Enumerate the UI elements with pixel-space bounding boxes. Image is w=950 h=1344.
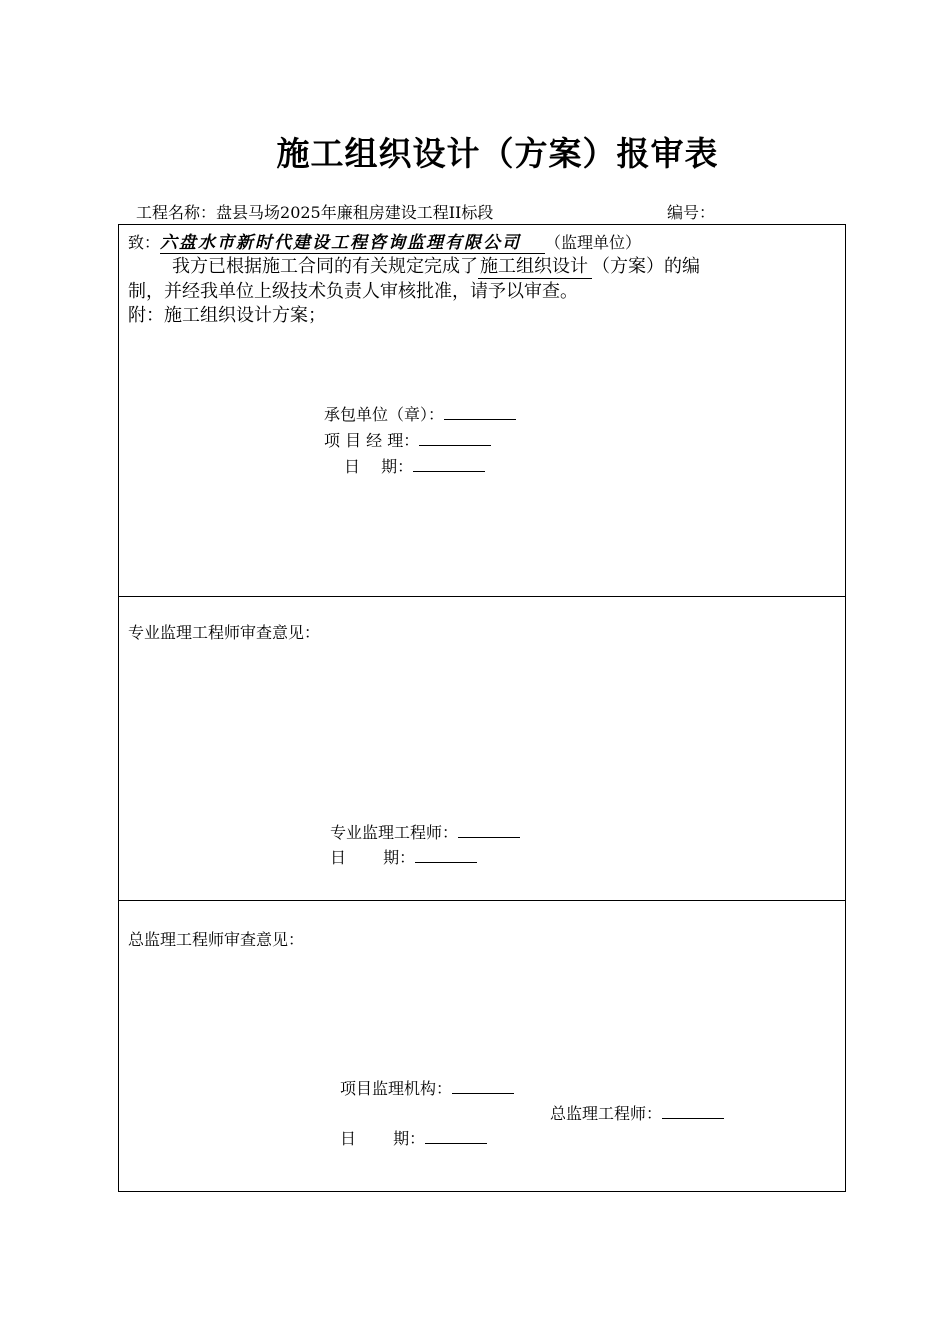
engineer-sign-line <box>330 820 520 843</box>
signature-blank <box>452 1079 514 1094</box>
pm-label: 项 目 经 理： <box>324 431 420 450</box>
supervisor-company: 六盘水市新时代建设工程咨询监理有限公司 <box>160 233 522 253</box>
form-table <box>118 224 846 1192</box>
plan-name-underlined: 施工组织设计 <box>478 252 592 279</box>
signature-blank <box>413 457 485 472</box>
project-name-field <box>136 200 493 223</box>
date-label: 日 期： <box>330 848 416 867</box>
project-name: 盘县马场2025年廉租房建设工程II标段 <box>216 203 494 222</box>
to-label: 致： <box>128 233 161 252</box>
org-label: 项目监理机构： <box>340 1079 453 1098</box>
addressee-underline <box>160 228 545 254</box>
row-divider <box>118 900 846 901</box>
signature-blank <box>415 848 477 863</box>
contractor-label: 承包单位（章）： <box>324 405 445 424</box>
signature-blank <box>662 1104 724 1119</box>
engineer-label: 专业监理工程师： <box>330 823 459 842</box>
addressee-line <box>128 228 641 254</box>
body-text: （方案）的编 <box>592 256 700 277</box>
body-text: 我方已根据施工合同的有关规定完成了 <box>172 256 478 277</box>
project-label: 工程名称： <box>136 203 217 222</box>
engineer-date-line <box>330 845 477 868</box>
contractor-sign-line <box>324 402 516 425</box>
engineer-review-heading: 专业监理工程师审查意见： <box>128 623 321 642</box>
chief-review-heading: 总监理工程师审查意见： <box>128 930 305 949</box>
org-sign-line <box>340 1076 514 1099</box>
chief-sign-line <box>550 1101 724 1124</box>
pm-sign-line <box>324 428 491 451</box>
company-suffix: （监理单位） <box>545 233 642 252</box>
signature-blank <box>419 431 491 446</box>
signature-blank <box>444 405 516 420</box>
date-label: 日 期： <box>344 457 414 476</box>
signature-blank <box>458 823 520 838</box>
chief-date-line <box>340 1126 487 1149</box>
chief-label: 总监理工程师： <box>550 1104 663 1123</box>
date-label: 日 期： <box>340 1129 426 1148</box>
date-sign-line <box>344 454 485 477</box>
signature-blank <box>425 1129 487 1144</box>
attachment-line: 附：施工组织设计方案； <box>128 305 326 326</box>
page-title: 施工组织设计（方案）报审表 <box>276 134 719 173</box>
body-line-1 <box>172 252 700 279</box>
body-line-2: 制，并经我单位上级技术负责人审核批准，请予以审查。 <box>128 281 578 302</box>
row-divider <box>118 596 846 597</box>
number-label: 编号： <box>667 203 716 222</box>
